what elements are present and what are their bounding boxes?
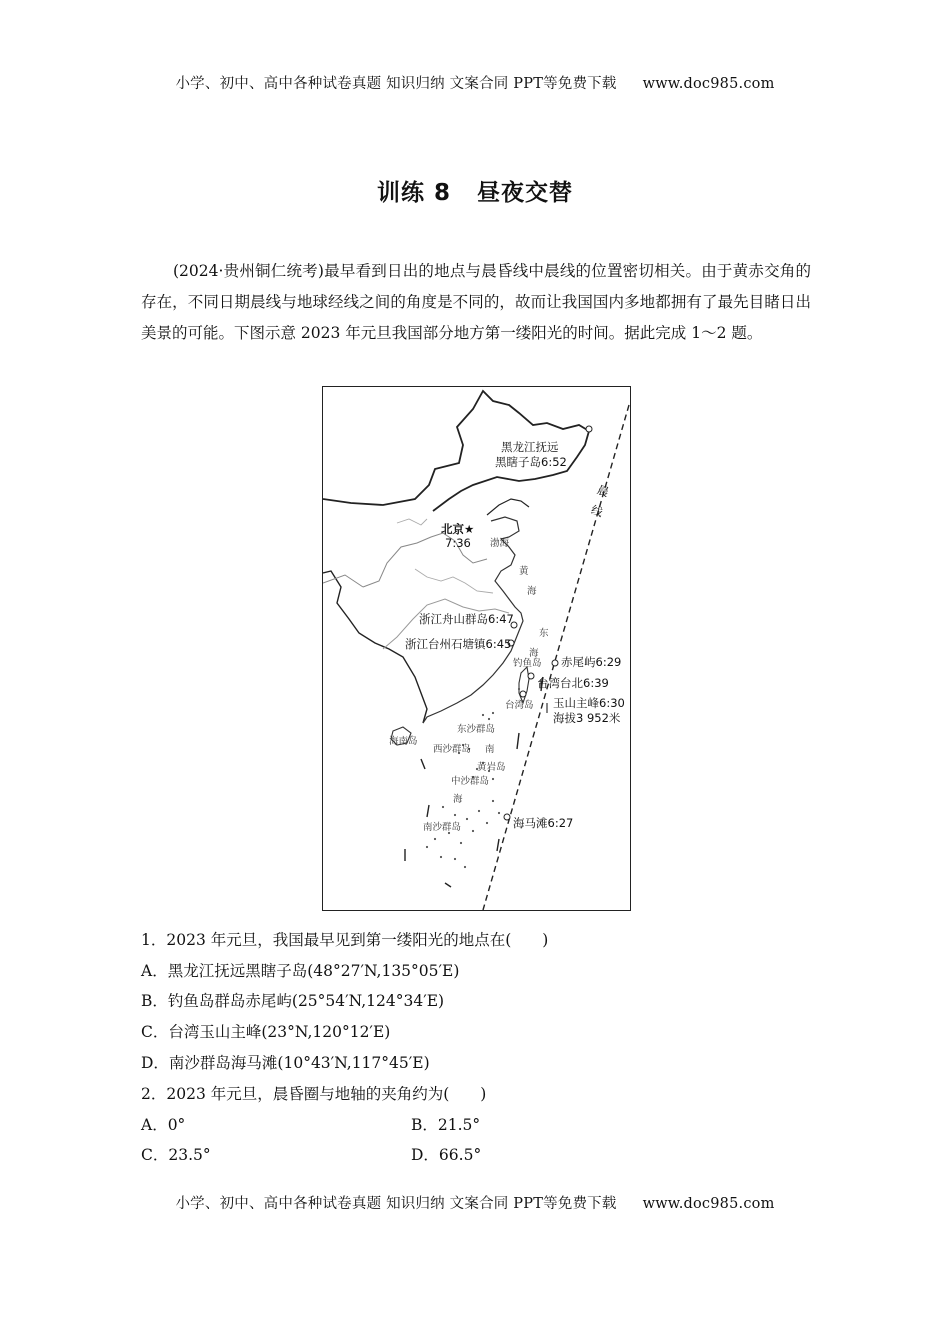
label-dong: 东 <box>539 628 549 639</box>
label-fuyuan-2: 黑瞎子岛6:52 <box>495 455 567 469</box>
label-hai-2: 海 <box>529 648 539 659</box>
header-site[interactable]: www.doc985.com <box>642 76 775 92</box>
question-2-option-c[interactable]: C．23.5° <box>141 1146 211 1164</box>
label-bohai: 渤海 <box>490 538 510 549</box>
map-figure <box>322 386 631 911</box>
label-dongsha: 东沙群岛 <box>457 724 496 735</box>
question-1-option-a[interactable]: A．黑龙江抚远黑瞎子岛(48°27′N,135°05′E) <box>141 962 460 980</box>
label-taiwan: 台湾岛 <box>505 700 534 711</box>
label-hai-1: 海 <box>527 586 537 597</box>
question-2-option-a[interactable]: A．0° <box>141 1116 186 1134</box>
label-xisha: 西沙群岛 <box>433 744 472 755</box>
question-2-stem: 2．2023 年元旦，晨昏圈与地轴的夹角约为( ) <box>141 1085 487 1103</box>
label-huangyan: 黄岩岛 <box>477 762 506 773</box>
question-1-option-b[interactable]: B．钓鱼岛群岛赤尾屿(25°54′N,124°34′E) <box>141 992 445 1010</box>
question-1-option-c[interactable]: C．台湾玉山主峰(23°N,120°12′E) <box>141 1023 391 1041</box>
label-diaoyu: 钓鱼岛 <box>513 658 542 669</box>
label-hainan: 海南岛 <box>389 736 418 747</box>
footer-text: 小学、初中、高中各种试卷真题 知识归纳 文案合同 PPT等免费下载 <box>175 1196 617 1212</box>
page-header <box>0 72 950 93</box>
question-1-stem: 1．2023 年元旦，我国最早见到第一缕阳光的地点在( ) <box>141 931 549 949</box>
title-topic: 昼夜交替 <box>477 180 573 206</box>
label-haima: 海马滩6:27 <box>513 816 574 830</box>
label-yushan-1: 玉山主峰6:30 <box>553 696 625 710</box>
label-zhoushan: 浙江舟山群岛6:47 <box>419 612 514 626</box>
page-footer <box>0 1192 950 1213</box>
footer-site[interactable]: www.doc985.com <box>642 1196 775 1212</box>
header-text: 小学、初中、高中各种试卷真题 知识归纳 文案合同 PPT等免费下载 <box>175 76 617 92</box>
label-hai-3: 海 <box>453 794 463 805</box>
label-nan: 南 <box>485 744 495 755</box>
question-2-option-b[interactable]: B．21.5° <box>411 1116 481 1134</box>
label-nansha: 南沙群岛 <box>423 822 462 833</box>
page-title <box>0 174 950 207</box>
title-number: 训练 8 <box>376 180 451 206</box>
label-taipei: 台湾台北6:39 <box>537 676 609 690</box>
label-huang: 黄 <box>519 566 529 577</box>
question-1-option-d[interactable]: D．南沙群岛海马滩(10°43′N,117°45′E) <box>141 1054 430 1072</box>
label-zhongsha: 中沙群岛 <box>451 776 490 787</box>
label-fuyuan-1: 黑龙江抚远 <box>501 440 559 454</box>
label-chiwei: 赤尾屿6:29 <box>561 655 622 669</box>
label-dawn-line-2: 线 <box>589 502 605 520</box>
label-dawn-line-1: 晨 <box>595 482 611 500</box>
intro-paragraph: (2024·贵州铜仁统考)最早看到日出的地点与晨昏线中晨线的位置密切相关。由于黄赤交角的存在，不同日期晨线与地球经线之间的角度是不同的，故而让我国国内多地都拥有了最先目睹日出美景的可能。下图示意 2023 年元旦我国部分地方第一缕阳光的时间。据此完成 1～2 题。 <box>141 262 811 342</box>
label-beijing: 北京★ <box>441 522 475 536</box>
label-shitang: 浙江台州石塘镇6:45 <box>405 637 512 651</box>
label-beijing-time: 7:36 <box>445 536 471 550</box>
question-2-option-d[interactable]: D．66.5° <box>411 1146 482 1164</box>
label-yushan-2: 海拔3 952米 <box>553 711 621 725</box>
